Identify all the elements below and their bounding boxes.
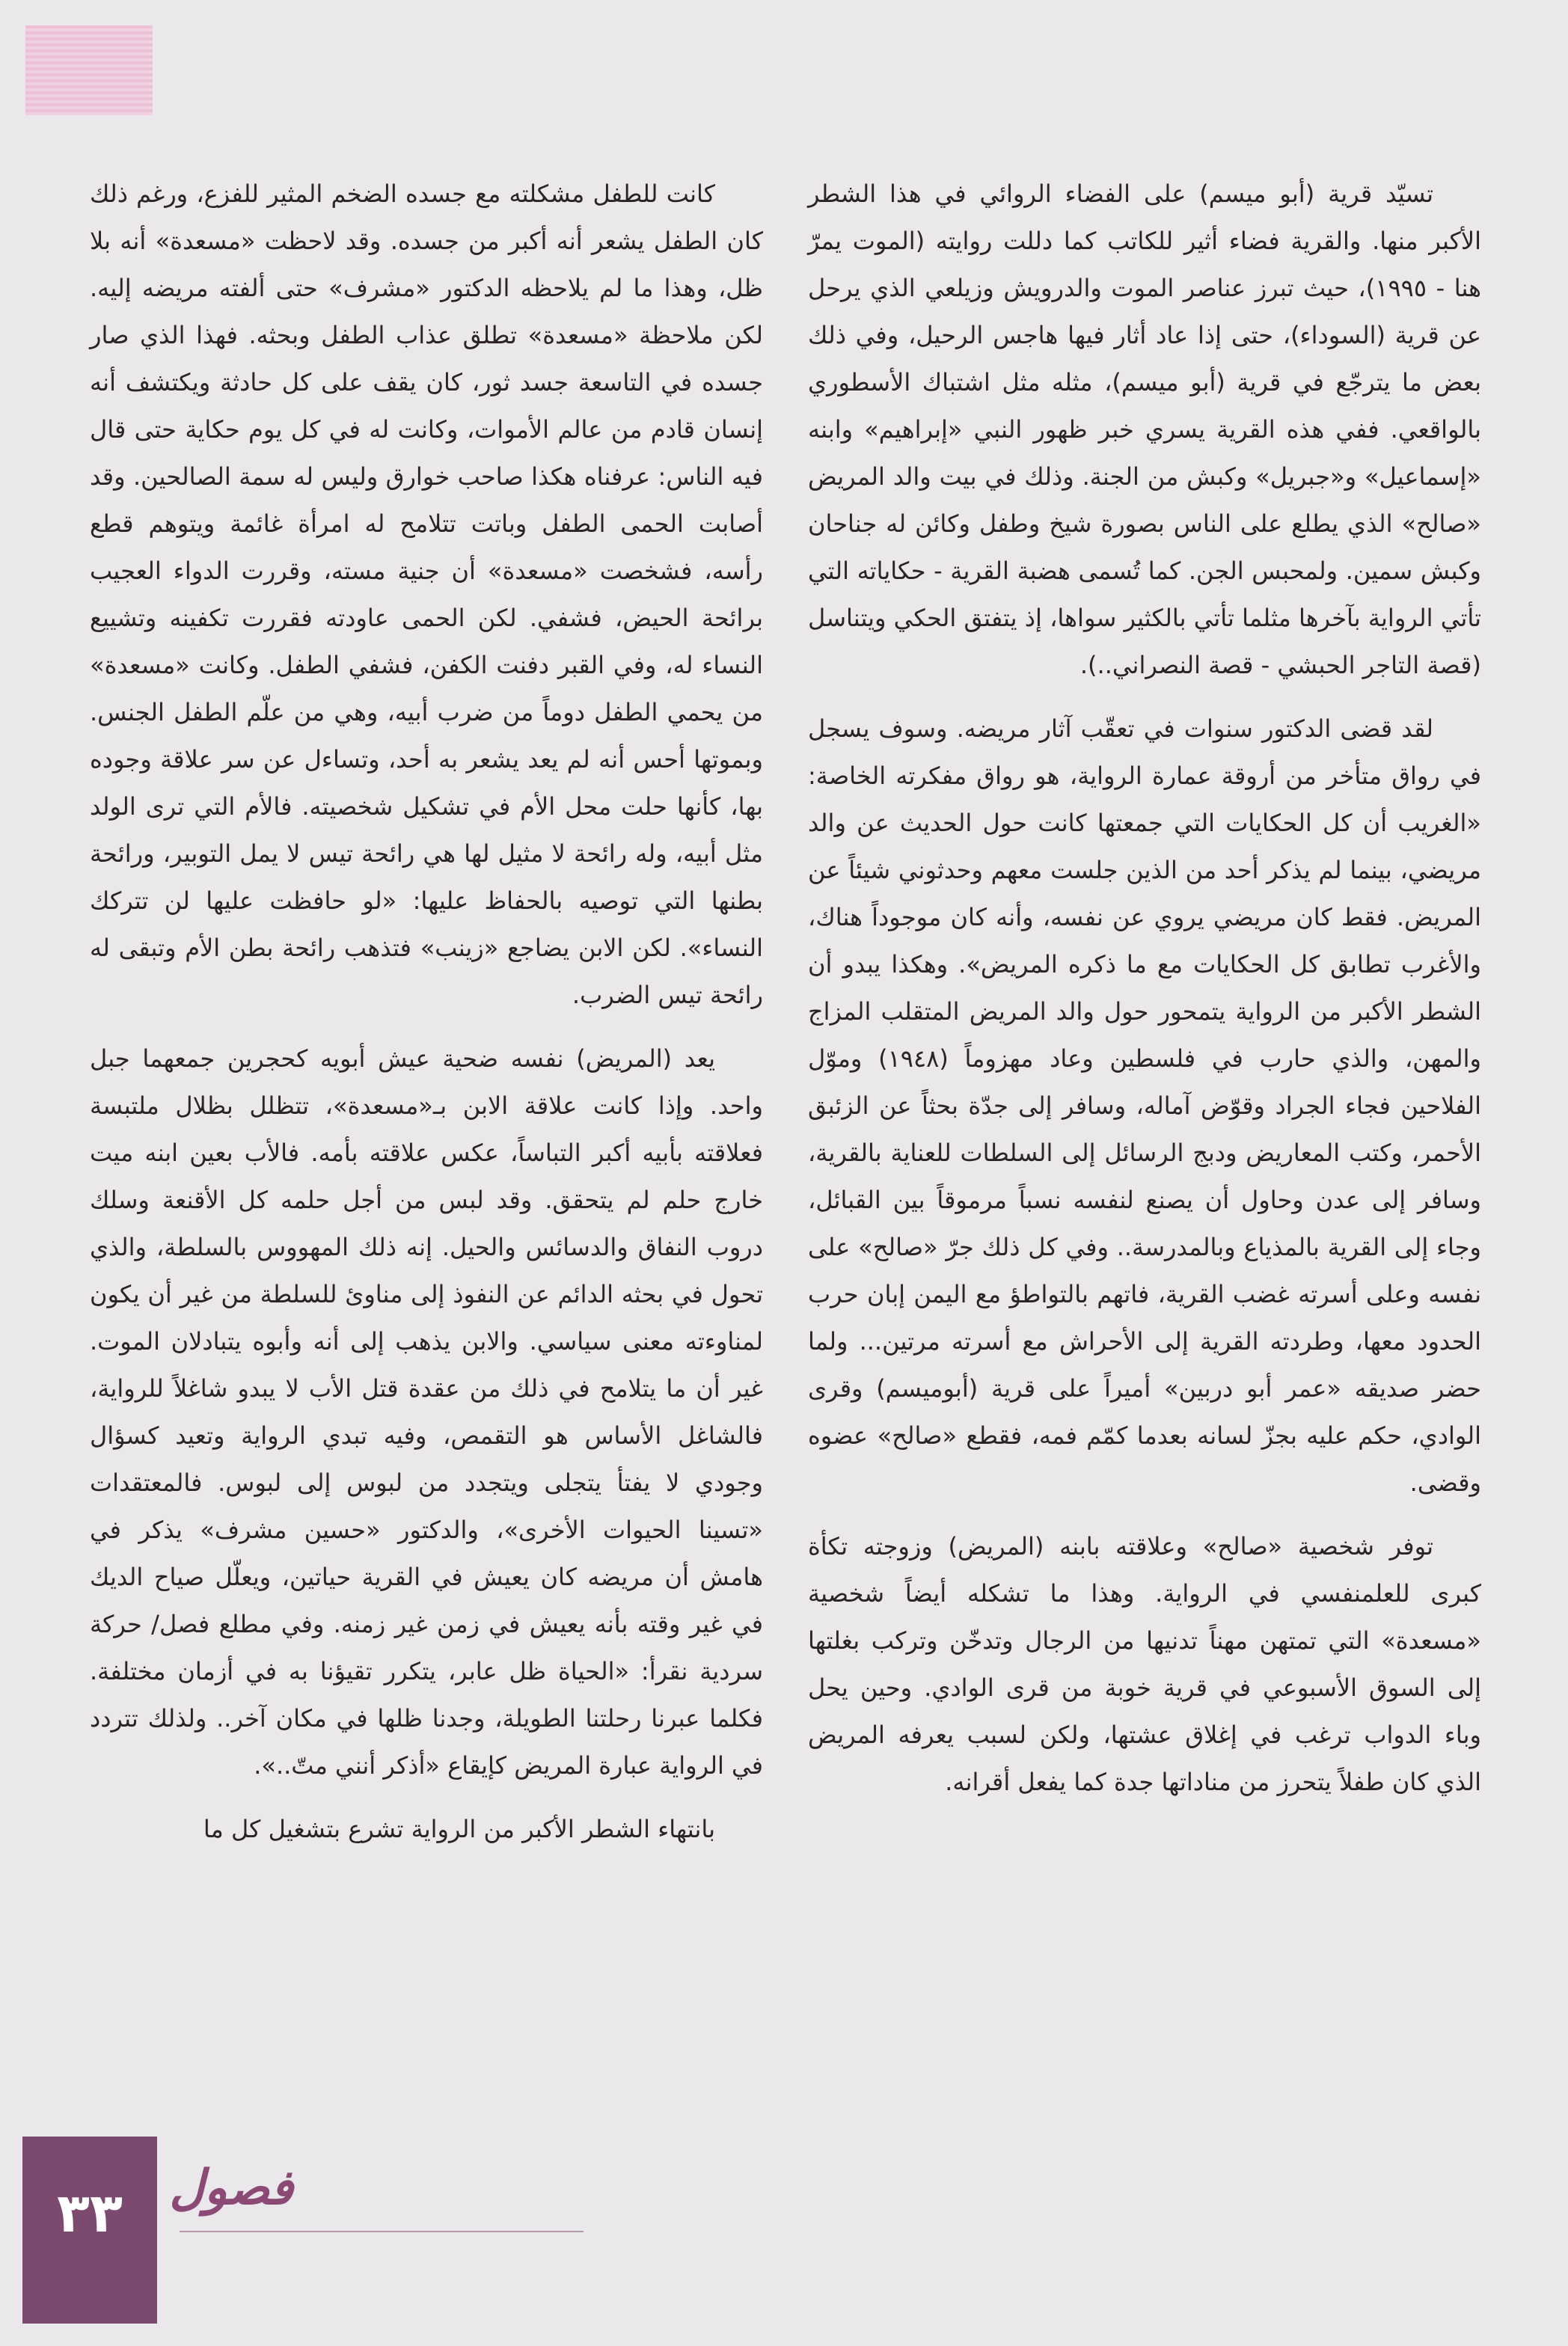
text-column-right: [808, 171, 1481, 2160]
paragraph: تسيّد قرية (أبو ميسم) على الفضاء الروائي في هذا الشطر الأكبر منها. والقرية فضاء أثير للكاتب كما دللت روايته (الموت يمرّ هنا - ١٩٩٥)، حيث تبرز عناصر الموت والدرويش وزيلعي الذي يرحل عن قرية (السوداء)، حتى إذا عاد أثار فيها هاجس الرحيل، وفي ذلك بعض ما يترجّع في قرية (أبو ميسم)، مثله مثل اشتباك الأسطوري بالواقعي. ففي هذه القرية يسري خبر ظهور النبي «إبراهيم» وابنه «إسماعيل» و«جبريل» وكبش من الجنة. وذلك في بيت والد المريض «صالح» الذي يطلع على الناس بصورة شيخ وطفل وكائن له جناحان وكبش سمين. ولمحبس الجن. كما تُسمى هضبة القرية - حكاياته التي تأتي الرواية بآخرها مثلما تأتي بالكثير سواها، إذ يتفتق الحكي ويتناسل (قصة التاجر الحبشي - قصة النصراني..).: [808, 180, 1482, 679]
page-number-box: [22, 2137, 157, 2324]
paragraph: توفر شخصية «صالح» وعلاقته بابنه (المريض) وزوجته تكأة كبرى للعلمنفسي في الرواية. وهذا ما تشكله أيضاً شخصية «مسعدة» التي تمتهن مهناً تدنيها من الرجال وتدخّن وتركب بغلتها إلى السوق الأسبوعي في قرية خوبة من قرى الوادي. وحين يحل وباء الدواب ترغب في إغلاق عشتها، ولكن لسبب يعرفه المريض الذي كان طفلاً يتحرز من مناداتها جدة كما يفعل أقرانه.: [808, 1532, 1481, 1796]
magazine-logo: فصول: [169, 2160, 293, 2216]
paragraph: لقد قضى الدكتور سنوات في تعقّب آثار مريضه. وسوف يسجل في رواق متأخر من أروقة عمارة الرواية، هو رواق مفكرته الخاصة: «الغريب أن كل الحكايات التي جمعتها كانت حول الحديث عن والد مريضي، بينما لم يذكر أحد من الذين جلست معهم وحدثوني شيئاً عن المريض. فقط كان مريضي يروي عن نفسه، وأنه كان موجوداً هناك، والأغرب تطابق كل الحكايات مع ما ذكره المريض». وهكذا يبدو أن الشطر الأكبر من الرواية يتمحور حول والد المريض المتقلب المزاج والمهن، والذي حارب في فلسطين وعاد مهزوماً (١٩٤٨) وموّل الفلاحين فجاء الجراد وقوّض آماله، وسافر إلى جدّة بحثاً عن الزئبق الأحمر، وكتب المعاريض ودبج الرسائل إلى السلطات للعناية بالقرية، وسافر إلى عدن وحاول أن يصنع لنفسه نسباً مرموقاً بين القبائل، وجاء إلى القرية بالمذياع وبالمدرسة.. وفي كل ذلك جرّ «صالح» على نفسه وعلى أسرته غضب القرية، فاتهم بالتواطؤ مع اليمن إبان حرب الحدود معها، وطردته القرية إلى الأحراش مع أسرته مرتين... ولما حضر صديقه «عمر أبو دربين» أميراً على قرية (أبوميسم) وقرى الوادي، حكم عليه بجزّ لسانه بعدما كمّم فمه، فقطع «صالح» عضوه وقضى.: [808, 714, 1482, 1497]
footer-rule: [180, 2231, 584, 2232]
paragraph: بانتهاء الشطر الأكبر من الرواية تشرع بتشغيل كل ما: [203, 1815, 715, 1843]
paragraph: كانت للطفل مشكلته مع جسده الضخم المثير للفزع، ورغم ذلك كان الطفل يشعر أنه أكبر من جسده. وقد لاحظت «مسعدة» أنه بلا ظل، وهذا ما لم يلاحظه الدكتور «مشرف» حتى ألفته مريضه إليه. لكن ملاحظة «مسعدة» تطلق عذاب الطفل وبحثه. فهذا الذي صار جسده في التاسعة جسد ثور، كان يقف على كل حادثة ويكتشف أنه إنسان قادم من عالم الأموات، وكانت له في كل يوم حكاية حتى قال فيه الناس: عرفناه هكذا صاحب خوارق وليس له سمة الصالحين. وقد أصابت الحمى الطفل وباتت تتلامح له امرأة غائمة ويتوهم قطع رأسه، فشخصت «مسعدة» أن جنية مسته، وقررت الدواء العجيب برائحة الحيض، فشفي. لكن الحمى عاودته فقررت تكفينه وتشييع النساء له، وفي القبر دفنت الكفن، فشفي الطفل. وكانت «مسعدة» من يحمي الطفل دوماً من ضرب أبيه، وهي من علّم الطفل الجنس. وبموتها أحس أنه لم يعد يشعر به أحد، وتساءل عن سر علاقة وجوده بها، كأنها حلت محل الأم في تشكيل شخصيته. فالأم التي ترى الولد مثل أبيه، وله رائحة لا مثيل لها هي رائحة تيس لا يمل التوبير، ورائحة بطنها التي توصيه بالحفاظ عليها: «لو حافظت عليها لن تتركك النساء». لكن الابن يضاجع «زينب» فتذهب رائحة بطن الأم وتبقى له رائحة تيس الضرب.: [90, 180, 763, 1009]
page-number: ٣٣: [57, 2181, 123, 2244]
paragraph: يعد (المريض) نفسه ضحية عيش أبويه كحجرين جمعهما جبل واحد. وإذا كانت علاقة الابن بـ«مسعدة»، تتظلل بظلال ملتبسة فعلاقته بأبيه أكبر التباساً، عكس علاقته بأمه. فالأب بعين ابنه ميت خارج حلم لم يتحقق. وقد لبس من أجل حلمه كل الأقنعة وسلك دروب النفاق والدسائس والحيل. إنه ذلك المهووس بالسلطة، والذي تحول في بحثه الدائم عن النفوذ إلى مناوئ للسلطة من غير أن يكون لمناوءته معنى سياسي. والابن يذهب إلى أنه وأبوه يتبادلان الموت. غير أن ما يتلامح في ذلك من عقدة قتل الأب لا يبدو شاغلاً للرواية، فالشاغل الأساس هو التقمص، وفيه تبدي الرواية وتعيد كسؤال وجودي لا يفتأ يتجلى ويتجدد من لبوس إلى لبوس. فالمعتقدات «تسينا الحيوات الأخرى»، والدكتور «حسين مشرف» يذكر في هامش أن مريضه كان يعيش في القرية حياتين، ويعلّل صياح الديك في غير وقته بأنه يعيش في زمن غير زمنه. وفي مطلع فصل/ حركة سردية نقرأ: «الحياة ظل عابر، يتكرر تقيؤنا به في أزمان مختلفة. فكلما عبرنا رحلتنا الطويلة، وجدنا ظلها في مكان آخر.. ولذلك تتردد في الرواية عبارة المريض كإيقاع «أذكر أنني متّ..».: [90, 1044, 763, 1780]
corner-color-swatch: [25, 25, 153, 115]
text-column-left: [90, 171, 763, 2160]
